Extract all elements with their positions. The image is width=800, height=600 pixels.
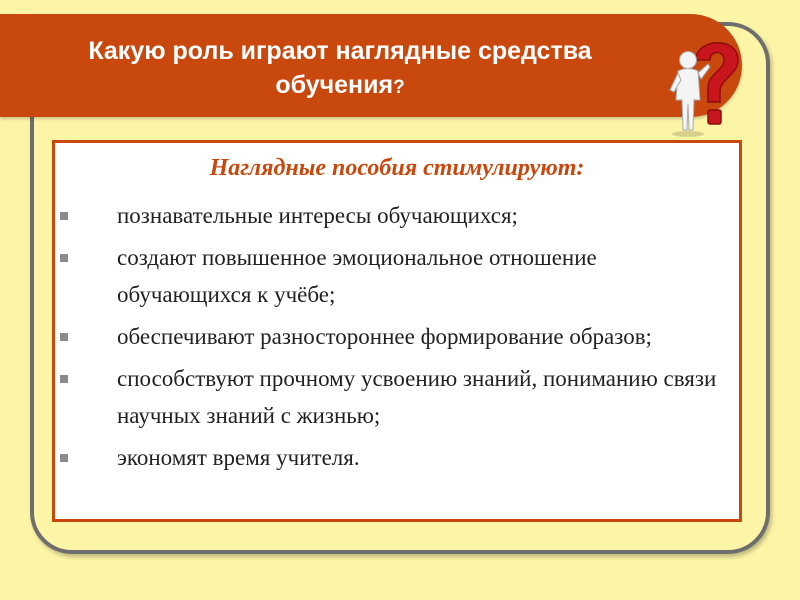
bullet-text: способствуют прочному усвоению знаний, пониманию связи научных знаний с жизнью; bbox=[117, 366, 717, 428]
list-item bbox=[55, 439, 739, 476]
bullet-text: обеспечивают разностороннее формирование образов; bbox=[117, 324, 652, 349]
person-with-question-mark-icon bbox=[666, 30, 746, 140]
bullet-text: экономят время учителя. bbox=[117, 445, 360, 470]
bullet-list bbox=[55, 197, 739, 481]
square-bullet-icon bbox=[60, 333, 68, 341]
list-item bbox=[55, 318, 739, 355]
list-item bbox=[55, 360, 739, 434]
bullet-text: создают повышенное эмоциональное отношение обучающихся к учёбе; bbox=[117, 245, 597, 307]
content-subtitle: Наглядные пособия стимулируют: bbox=[209, 155, 585, 181]
square-bullet-icon bbox=[60, 375, 68, 383]
title-bar bbox=[0, 14, 742, 117]
list-item bbox=[55, 239, 739, 313]
bullet-text: познавательные интересы обучающихся; bbox=[117, 203, 518, 228]
content-box bbox=[52, 140, 742, 522]
square-bullet-icon bbox=[60, 454, 68, 462]
list-item bbox=[55, 197, 739, 234]
square-bullet-icon bbox=[60, 254, 68, 262]
slide-title bbox=[40, 34, 640, 105]
slide-title-text: Какую роль играют наглядные средства обучения bbox=[88, 37, 592, 99]
slide-title-question-mark: ? bbox=[393, 77, 405, 98]
square-bullet-icon bbox=[60, 212, 68, 220]
